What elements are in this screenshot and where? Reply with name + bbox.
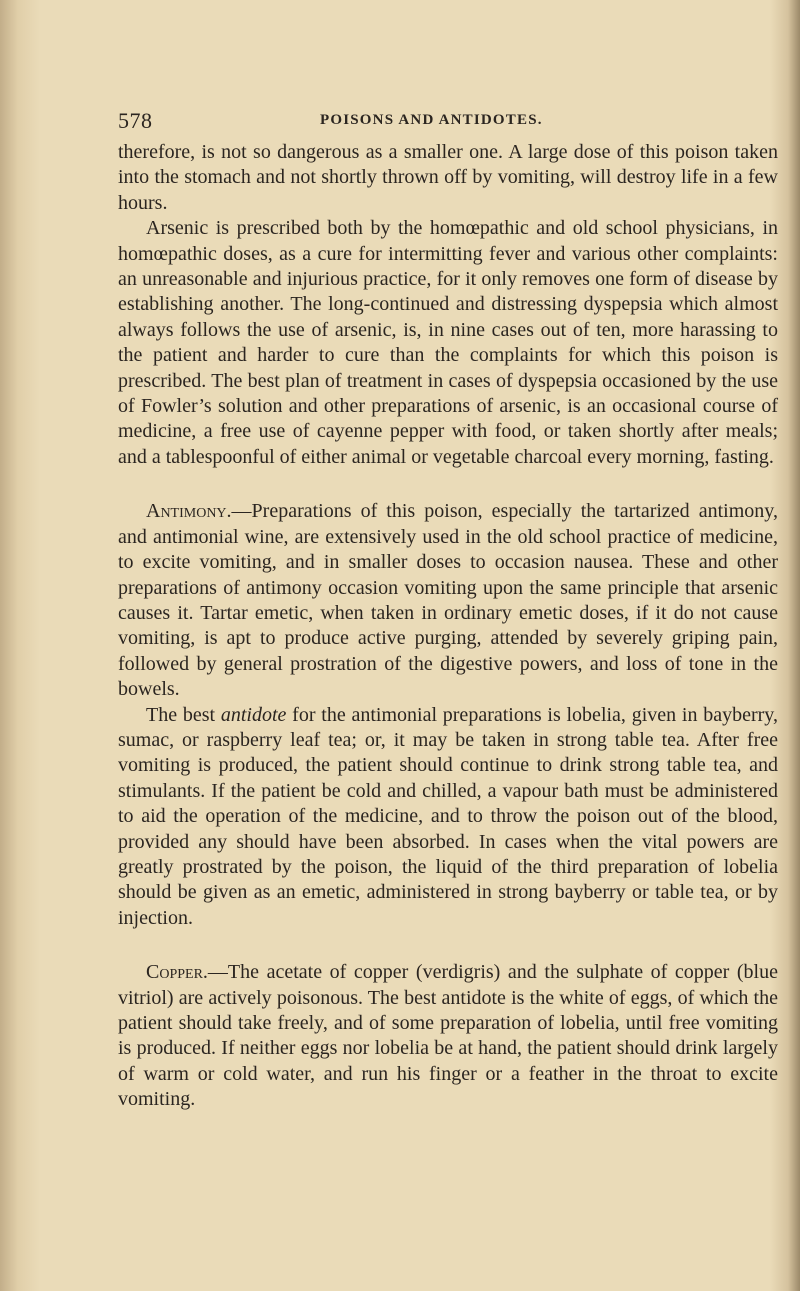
paragraph-copper — [118, 960, 778, 1112]
paragraph-continuation — [118, 140, 778, 216]
paragraph-antimony-antidote — [118, 703, 778, 932]
body-text — [118, 140, 778, 1113]
paragraph-antimony — [118, 499, 778, 702]
page-number: 578 — [118, 108, 153, 133]
italic-term: antidote — [220, 703, 287, 726]
paragraph-text: —Preparations of this poison, especially the tartarized antimony, and antimonial wine, are extensively used in the old school practice of medicine, to excite vomiting, and in smaller doses to occasion nausea. These and other preparations of antimony occasion vomiting upon the same principle that arsenic causes it. Tartar emetic, when taken in ordinary emetic doses, if it do not cause vomiting, is apt to produce active purging, attended by severely griping pain, followed by general prostration of the digestive powers, and loss of tone in the bowels. — [118, 500, 778, 701]
paragraph-text: Arsenic is prescribed both by the homœpathic and old school physicians, in homœpathic doses, as a cure for intermitting fever and various other complaints: an unreasonable and injurious practice, for it only removes one form of disease by establishing another. The long-continued and distressing dyspepsia which almost always follows the use of arsenic, is, in nine cases out of ten, more harassing to the patient and harder to cure than the complaints for which this poison is prescribed. The best plan of treatment in cases of dyspepsia occasioned by the use of Fowler’s solution and other preparations of arsenic, is an occasional course of medicine, a free use of cayenne pepper with food, or taken shortly after meals; and a tablespoonful of either animal or vegetable charcoal every morning, fasting. — [118, 217, 778, 468]
paragraph-text: —The acetate of copper (verdigris) and the sulphate of copper (blue vitriol) are actively poisonous. The best antidote is the white of eggs, of which the patient should take freely, and of some preparation of lobelia, until free vomiting is produced. If neither eggs nor lobelia be at hand, the patient should drink largely of warm or cold water, and run his finger or a feather in the throat to excite vomiting. — [118, 961, 778, 1111]
paragraph-text: The best — [146, 703, 221, 726]
section-heading-copper: Copper. — [146, 961, 208, 984]
paragraph-text: for the antimonial preparations is lobelia, given in bayberry, sumac, or raspberry leaf tea; or, it may be taken in strong table tea. After free vomiting is produced, the patient should continue to drink strong table tea, and stimulants. If the patient be cold and chilled, a vapour bath must be administered to aid the operation of the medicine, and to throw the poison out of the blood, provided any should have been absorbed. In cases when the vital powers are greatly prostrated by the poison, the liquid of the third preparation of lobelia should be given as an emetic, administered in strong bayberry or table tea, or by injection. — [118, 703, 779, 929]
running-head — [110, 108, 750, 138]
running-title: POISONS AND ANTIDOTES. — [320, 112, 543, 128]
section-heading-antimony: Antimony. — [146, 500, 232, 523]
paragraph-text: therefore, is not so dangerous as a smaller one. A large dose of this poison taken into the stomach and not shortly thrown off by vomiting, will destroy life in a few hours. — [118, 141, 778, 214]
paragraph-arsenic — [118, 216, 778, 470]
